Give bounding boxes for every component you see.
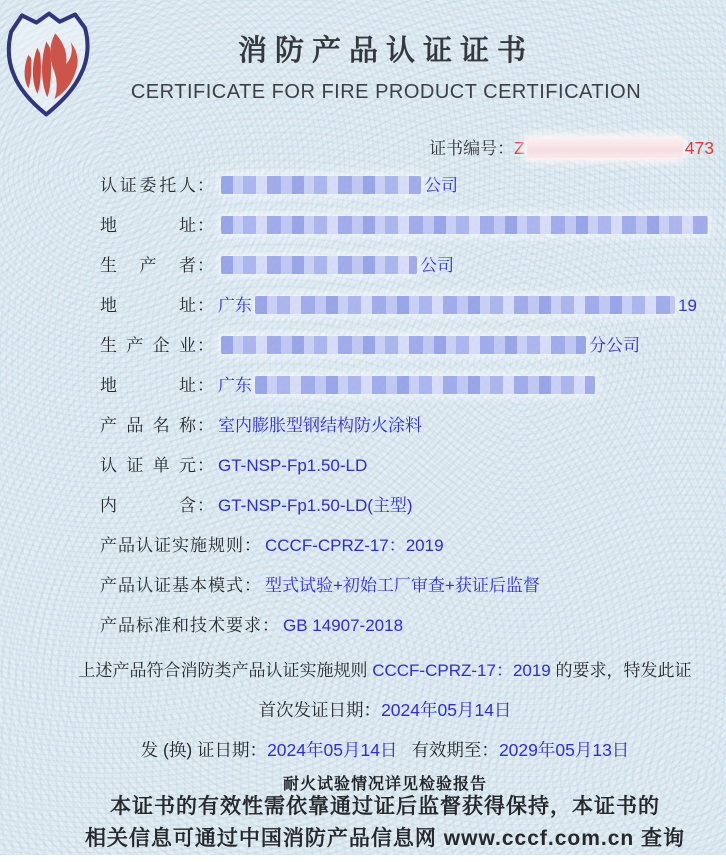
certificate-number-redaction	[527, 138, 683, 158]
field-row	[100, 455, 720, 495]
field-label: 地址	[100, 296, 197, 315]
redaction-mosaic	[221, 176, 421, 194]
field-label: 地址	[100, 376, 197, 395]
reissue-date-label: 发 (换) 证日期：	[140, 740, 268, 760]
header	[0, 28, 726, 104]
field-label: 产品名称	[100, 416, 197, 435]
field-colon: ：	[197, 496, 214, 515]
field-row	[100, 175, 720, 215]
field-label: 产品认证实施规则	[100, 536, 244, 555]
field-value	[283, 616, 403, 635]
field-value	[265, 576, 540, 595]
certificate-number-suffix: 473	[684, 138, 714, 158]
field-label: 地址	[100, 216, 197, 235]
fields	[100, 175, 720, 655]
certificate-number-line	[0, 134, 726, 159]
field-row	[100, 415, 720, 455]
reissue-date-line	[0, 737, 726, 762]
field-colon: ：	[197, 256, 214, 275]
redaction-mosaic	[221, 256, 417, 274]
page-subtitle: CERTIFICATE FOR FIRE PRODUCT CERTIFICATION	[130, 81, 642, 103]
field-value-text: 室内膨胀型钢结构防火涂料	[218, 416, 422, 435]
field-value	[218, 216, 711, 235]
field-row	[100, 295, 720, 335]
field-value	[218, 296, 697, 315]
redaction-mosaic	[255, 376, 595, 394]
field-colon: ：	[197, 336, 214, 355]
field-label: 认证委托人	[100, 176, 197, 195]
certificate-number-prefix: Z	[514, 138, 525, 158]
redaction-mosaic	[221, 336, 586, 354]
field-label: 产品认证基本模式	[100, 576, 244, 595]
footer-line-1: 本证书的有效性需依靠通过证后监督获得保持，本证书的	[110, 795, 660, 818]
field-colon: ：	[262, 616, 279, 635]
field-row	[100, 575, 720, 615]
certificate-number-label: 证书编号：	[429, 139, 515, 158]
footer-line-2: 相关信息可通过中国消防产品信息网 www.cccf.com.cn 查询	[84, 827, 686, 850]
field-colon: ：	[197, 296, 214, 315]
field-row	[100, 375, 720, 415]
valid-until-label: 有效期至：	[411, 740, 499, 760]
field-colon: ：	[244, 576, 261, 595]
field-value-text: GT-NSP-Fp1.50-LD	[218, 456, 368, 475]
field-value-visible-suffix: 公司	[424, 176, 458, 195]
statement-post: 的要求，特发此证	[550, 661, 692, 680]
bottom-white-strip	[0, 855, 726, 862]
first-issue-date-value: 2024年05月14日	[381, 700, 512, 720]
field-value-visible-suffix: 公司	[420, 256, 454, 275]
field-value-visible-suffix: 分公司	[589, 336, 640, 355]
field-colon: ：	[244, 536, 261, 555]
field-value-visible-prefix: 广东	[218, 376, 252, 395]
field-row	[100, 255, 720, 295]
field-row	[100, 335, 720, 375]
redaction-mosaic	[221, 216, 708, 234]
page-title: 消防产品认证证书	[237, 35, 534, 67]
field-value	[218, 456, 367, 475]
field-value	[265, 536, 444, 555]
field-colon: ：	[197, 176, 214, 195]
field-row	[100, 615, 720, 655]
statement-line	[0, 656, 726, 681]
valid-until-value: 2029年05月13日	[498, 740, 630, 760]
field-label: 产品标准和技术要求	[100, 616, 262, 635]
first-issue-date-line	[0, 697, 726, 722]
statement-pre: 上述产品符合消防类产品认证实施规则	[78, 661, 373, 680]
field-value-visible-suffix: 19	[678, 296, 697, 315]
field-row	[100, 215, 720, 255]
statement-rule: CCCF-CPRZ-17：2019	[372, 661, 551, 680]
field-label: 生产者	[100, 256, 197, 275]
first-issue-date-label: 首次发证日期：	[258, 700, 382, 720]
field-colon: ：	[197, 456, 214, 475]
field-value-text: GB 14907-2018	[283, 616, 404, 635]
fire-test-note: 耐火试验情况详见检验报告	[282, 776, 487, 793]
field-colon: ：	[197, 216, 214, 235]
field-label: 内含	[100, 496, 197, 515]
field-value	[218, 416, 422, 435]
field-value-text: CCCF-CPRZ-17：2019	[265, 536, 444, 555]
field-colon: ：	[197, 376, 214, 395]
field-label: 生产企业	[100, 336, 197, 355]
field-value-visible-prefix: 广东	[218, 296, 252, 315]
field-colon: ：	[197, 416, 214, 435]
field-value	[218, 256, 454, 275]
field-value	[218, 336, 640, 355]
field-row	[100, 535, 720, 575]
field-value-text: GT-NSP-Fp1.50-LD(主型)	[218, 496, 413, 515]
field-row	[100, 495, 720, 535]
reissue-date-value: 2024年05月14日	[267, 740, 398, 760]
field-value	[218, 496, 413, 515]
field-label: 认证单元	[100, 456, 197, 475]
field-value	[218, 376, 598, 395]
redaction-mosaic	[255, 296, 675, 314]
field-value	[218, 176, 458, 195]
field-value-text: 型式试验+初始工厂审查+获证后监督	[265, 576, 540, 595]
